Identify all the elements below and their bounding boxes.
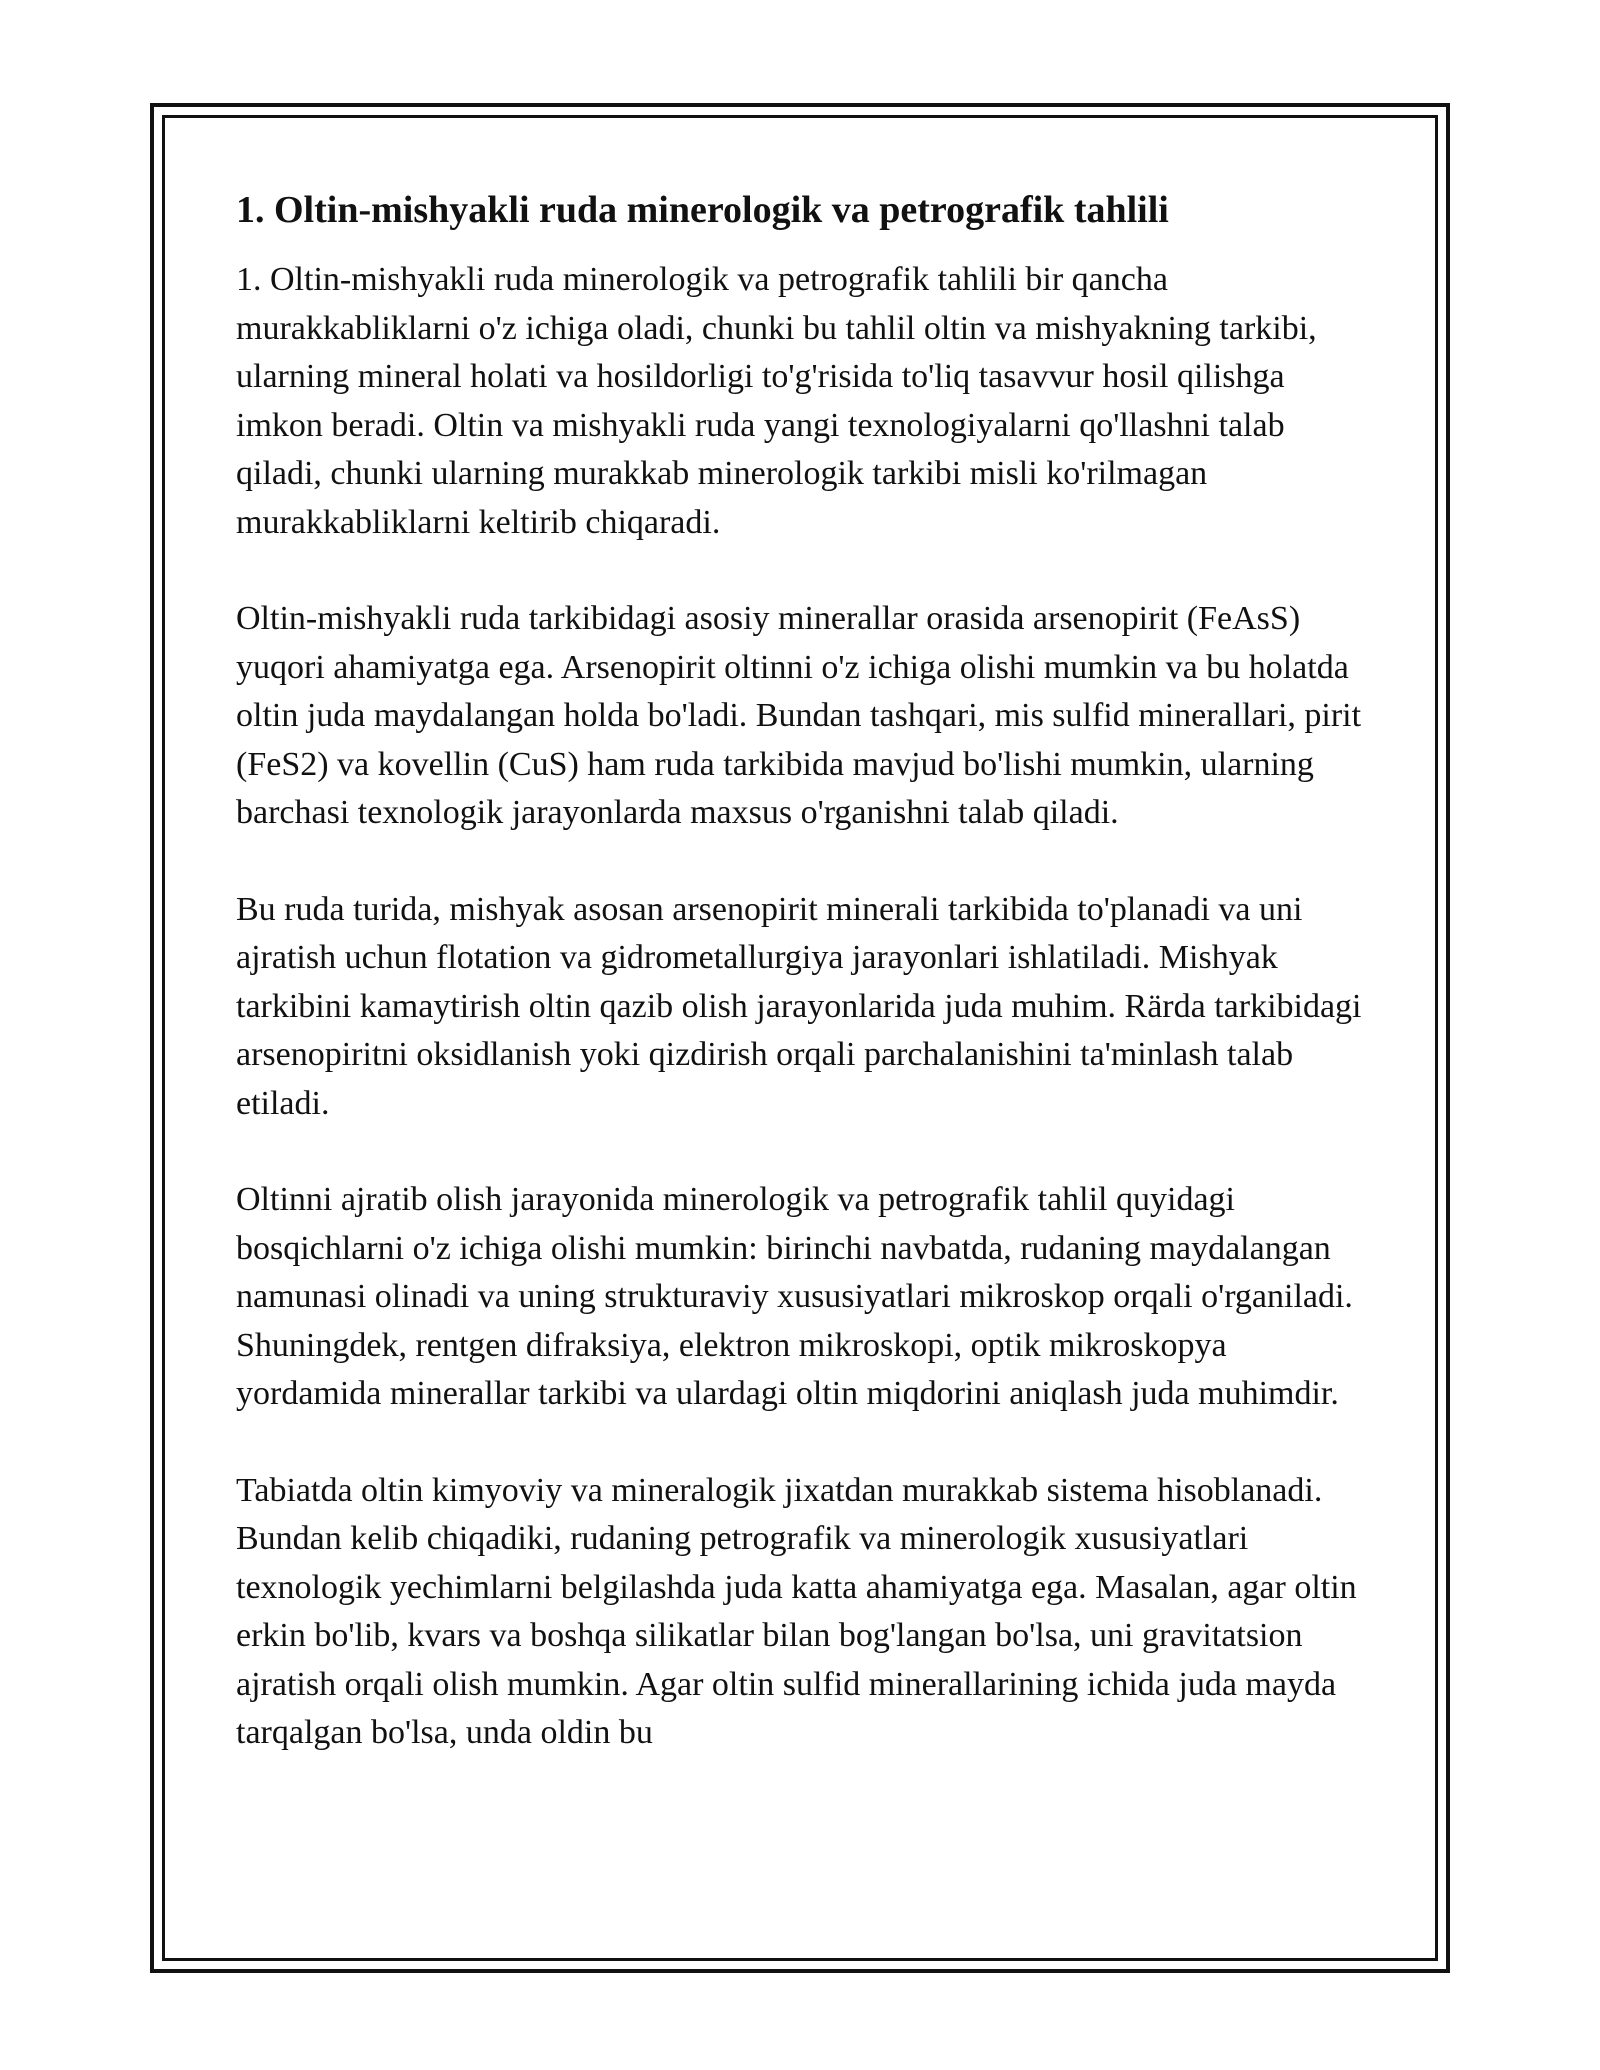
paragraph-2: Oltin-mishyakli ruda tarkibidagi asosiy minerallar orasida arsenopirit (FeAsS) yuqori ahamiyatga ega. Arsenopirit oltinni o'z ichiga olishi mumkin va bu holatda oltin juda maydalangan holda bo'ladi. Bundan tashqari, mis sulfid minerallari, pirit (FeS2) va kovellin (CuS) ham ruda tarkibida mavjud bo'lishi mumkin, ularning barchasi texnologik jarayonlarda maxsus o'rganishni talab qiladi. (236, 600, 1362, 831)
section-heading: 1. Oltin-mishyakli ruda minerologik va petrografik tahlili (236, 189, 1169, 231)
paragraph-3: Bu ruda turida, mishyak asosan arsenopirit minerali tarkibida to'planadi va uni ajratish uchun flotation va gidrometallurgiya jarayonlari ishlatiladi. Mishyak tarkibini kamaytirish oltin qazib olish jarayonlarida juda muhim. Rärda tarkibidagi arsenopiritni oksidlanish yoki qizdirish orqali parchalanishini ta'minlash talab etiladi. (236, 890, 1362, 1122)
document-body (236, 186, 1376, 1806)
paragraph-4: Oltinni ajratib olish jarayonida minerologik va petrografik tahlil quyidagi bosqichlarni o'z ichiga olishi mumkin: birinchi navbatda, rudaning maydalangan namunasi olinadi va uning strukturaviy xususiyatlari mikroskop orqali o'rganiladi. Shuningdek, rentgen difraksiya, elektron mikroskopi, optik mikroskopya yordamida minerallar tarkibi va ulardagi oltin miqdorini aniqlash juda muhimdir. (236, 1181, 1353, 1412)
paragraph-5: Tabiatda oltin kimyoviy va mineralogik jixatdan murakkab sistema hisoblanadi. Bundan kelib chiqadiki, rudaning petrografik va minerologik xususiyatlari texnologik yechimlarni belgilashda juda katta ahamiyatga ega. Masalan, agar oltin erkin bo'lib, kvars va boshqa silikatlar bilan bog'langan bo'lsa, uni gravitatsion ajratish orqali olish mumkin. Agar oltin sulfid minerallarining ichida juda mayda tarqalgan bo'lsa, unda oldin bu (236, 1471, 1357, 1751)
paragraph-1: 1. Oltin-mishyakli ruda minerologik va petrografik tahlili bir qancha murakkabliklarni o'z ichiga oladi, chunki bu tahlil oltin va mishyakning tarkibi, ularning mineral holati va hosildorligi to'g'risida to'liq tasavvur hosil qilishga imkon beradi. Oltin va mishyakli ruda yangi texnologiyalarni qo'llashni talab qiladi, chunki ularning murakkab minerologik tarkibi misli ko'rilmagan murakkabliklarni keltirib chiqaradi. (236, 261, 1317, 541)
